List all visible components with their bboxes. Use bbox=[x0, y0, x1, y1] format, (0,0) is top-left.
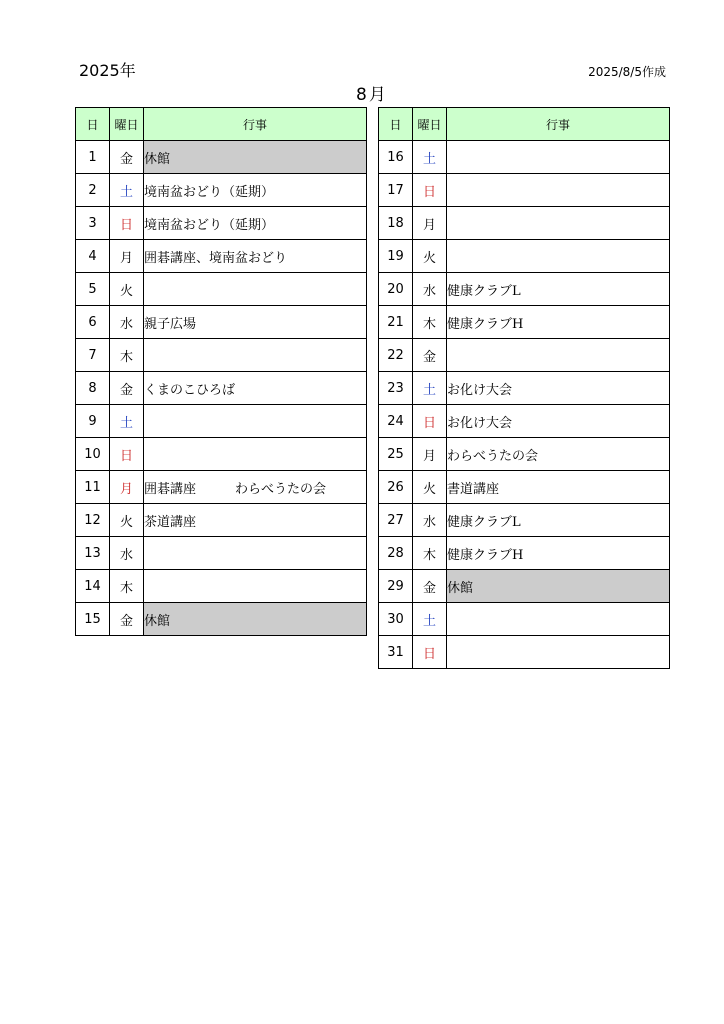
weekday-cell: 火 bbox=[110, 273, 144, 306]
table-row bbox=[76, 438, 367, 471]
event-cell: 境南盆おどり（延期） bbox=[144, 174, 367, 207]
day-cell: 8 bbox=[76, 372, 110, 405]
weekday-cell: 金 bbox=[110, 603, 144, 636]
event-cell: くまのこひろば bbox=[144, 372, 367, 405]
weekday-cell: 火 bbox=[413, 240, 447, 273]
weekday-cell: 月 bbox=[110, 240, 144, 273]
table-row bbox=[379, 306, 670, 339]
day-cell: 17 bbox=[379, 174, 413, 207]
weekday-cell: 木 bbox=[110, 570, 144, 603]
event-cell bbox=[144, 570, 367, 603]
event-cell: 健康クラブL bbox=[447, 273, 670, 306]
weekday-cell: 火 bbox=[110, 504, 144, 537]
weekday-cell: 日 bbox=[110, 207, 144, 240]
day-cell: 30 bbox=[379, 603, 413, 636]
event-cell: わらべうたの会 bbox=[447, 438, 670, 471]
weekday-cell: 火 bbox=[413, 471, 447, 504]
event-cell: 休館 bbox=[144, 141, 367, 174]
calendar-table-left bbox=[75, 107, 367, 636]
day-cell: 4 bbox=[76, 240, 110, 273]
day-cell: 22 bbox=[379, 339, 413, 372]
weekday-cell: 土 bbox=[413, 372, 447, 405]
table-header-row bbox=[76, 108, 367, 141]
day-cell: 21 bbox=[379, 306, 413, 339]
table-row bbox=[379, 471, 670, 504]
calendar-table-right bbox=[378, 107, 670, 669]
table-row bbox=[76, 504, 367, 537]
weekday-cell: 土 bbox=[413, 141, 447, 174]
table-row bbox=[379, 141, 670, 174]
day-cell: 28 bbox=[379, 537, 413, 570]
table-row bbox=[379, 504, 670, 537]
table-row bbox=[379, 438, 670, 471]
weekday-cell: 月 bbox=[413, 207, 447, 240]
day-cell: 19 bbox=[379, 240, 413, 273]
event-cell bbox=[447, 240, 670, 273]
weekday-cell: 水 bbox=[413, 504, 447, 537]
weekday-cell: 月 bbox=[110, 471, 144, 504]
table-row bbox=[379, 372, 670, 405]
event-cell: お化け大会 bbox=[447, 372, 670, 405]
col-header-event: 行事 bbox=[447, 108, 670, 141]
day-cell: 16 bbox=[379, 141, 413, 174]
table-row bbox=[379, 174, 670, 207]
table-row bbox=[76, 174, 367, 207]
col-header-weekday: 曜日 bbox=[413, 108, 447, 141]
weekday-cell: 月 bbox=[413, 438, 447, 471]
weekday-cell: 金 bbox=[413, 339, 447, 372]
event-cell bbox=[447, 174, 670, 207]
weekday-cell: 木 bbox=[110, 339, 144, 372]
table-row bbox=[379, 603, 670, 636]
event-cell: 親子広場 bbox=[144, 306, 367, 339]
table-row bbox=[76, 537, 367, 570]
table-header-row bbox=[379, 108, 670, 141]
day-cell: 27 bbox=[379, 504, 413, 537]
table-row bbox=[379, 207, 670, 240]
weekday-cell: 土 bbox=[413, 603, 447, 636]
table-row bbox=[76, 405, 367, 438]
event-cell: 境南盆おどり（延期） bbox=[144, 207, 367, 240]
weekday-cell: 水 bbox=[413, 273, 447, 306]
table-row bbox=[76, 570, 367, 603]
weekday-cell: 金 bbox=[413, 570, 447, 603]
event-cell bbox=[144, 273, 367, 306]
day-cell: 7 bbox=[76, 339, 110, 372]
weekday-cell: 金 bbox=[110, 372, 144, 405]
table-row bbox=[379, 537, 670, 570]
table-row bbox=[379, 570, 670, 603]
event-cell bbox=[144, 438, 367, 471]
day-cell: 18 bbox=[379, 207, 413, 240]
day-cell: 29 bbox=[379, 570, 413, 603]
event-cell bbox=[144, 537, 367, 570]
event-cell: 健康クラブH bbox=[447, 537, 670, 570]
table-row bbox=[76, 306, 367, 339]
event-cell bbox=[144, 339, 367, 372]
table-row bbox=[76, 207, 367, 240]
col-header-day: 日 bbox=[379, 108, 413, 141]
table-row bbox=[76, 471, 367, 504]
event-cell bbox=[447, 636, 670, 669]
day-cell: 25 bbox=[379, 438, 413, 471]
table-row bbox=[76, 141, 367, 174]
weekday-cell: 日 bbox=[413, 174, 447, 207]
day-cell: 12 bbox=[76, 504, 110, 537]
year-label: 2025年 bbox=[79, 61, 136, 80]
weekday-cell: 木 bbox=[413, 306, 447, 339]
table-row bbox=[379, 240, 670, 273]
day-cell: 24 bbox=[379, 405, 413, 438]
event-cell: 健康クラブH bbox=[447, 306, 670, 339]
day-cell: 3 bbox=[76, 207, 110, 240]
weekday-cell: 木 bbox=[413, 537, 447, 570]
event-cell bbox=[447, 339, 670, 372]
weekday-cell: 日 bbox=[413, 405, 447, 438]
table-row bbox=[379, 405, 670, 438]
event-cell: 茶道講座 bbox=[144, 504, 367, 537]
table-row bbox=[379, 339, 670, 372]
event-cell bbox=[144, 405, 367, 438]
weekday-cell: 土 bbox=[110, 174, 144, 207]
event-cell: 健康クラブL bbox=[447, 504, 670, 537]
day-cell: 20 bbox=[379, 273, 413, 306]
event-cell bbox=[447, 207, 670, 240]
col-header-day: 日 bbox=[76, 108, 110, 141]
event-cell: 休館 bbox=[144, 603, 367, 636]
weekday-cell: 金 bbox=[110, 141, 144, 174]
weekday-cell: 水 bbox=[110, 537, 144, 570]
event-cell: 書道講座 bbox=[447, 471, 670, 504]
table-row bbox=[379, 636, 670, 669]
day-cell: 1 bbox=[76, 141, 110, 174]
event-cell: お化け大会 bbox=[447, 405, 670, 438]
day-cell: 5 bbox=[76, 273, 110, 306]
col-header-event: 行事 bbox=[144, 108, 367, 141]
month-title: 8月 bbox=[356, 85, 388, 105]
event-cell bbox=[447, 603, 670, 636]
weekday-cell: 水 bbox=[110, 306, 144, 339]
table-row bbox=[379, 273, 670, 306]
event-cell: 休館 bbox=[447, 570, 670, 603]
event-cell bbox=[447, 141, 670, 174]
day-cell: 13 bbox=[76, 537, 110, 570]
event-cell: 囲碁講座 わらべうたの会 bbox=[144, 471, 367, 504]
day-cell: 31 bbox=[379, 636, 413, 669]
table-row bbox=[76, 372, 367, 405]
day-cell: 6 bbox=[76, 306, 110, 339]
table-row bbox=[76, 603, 367, 636]
day-cell: 26 bbox=[379, 471, 413, 504]
table-row bbox=[76, 273, 367, 306]
day-cell: 15 bbox=[76, 603, 110, 636]
weekday-cell: 日 bbox=[413, 636, 447, 669]
table-row bbox=[76, 339, 367, 372]
weekday-cell: 日 bbox=[110, 438, 144, 471]
event-cell: 囲碁講座、境南盆おどり bbox=[144, 240, 367, 273]
table-row bbox=[76, 240, 367, 273]
created-date: 2025/8/5作成 bbox=[588, 65, 666, 79]
day-cell: 14 bbox=[76, 570, 110, 603]
day-cell: 23 bbox=[379, 372, 413, 405]
weekday-cell: 土 bbox=[110, 405, 144, 438]
day-cell: 9 bbox=[76, 405, 110, 438]
day-cell: 11 bbox=[76, 471, 110, 504]
day-cell: 2 bbox=[76, 174, 110, 207]
day-cell: 10 bbox=[76, 438, 110, 471]
col-header-weekday: 曜日 bbox=[110, 108, 144, 141]
